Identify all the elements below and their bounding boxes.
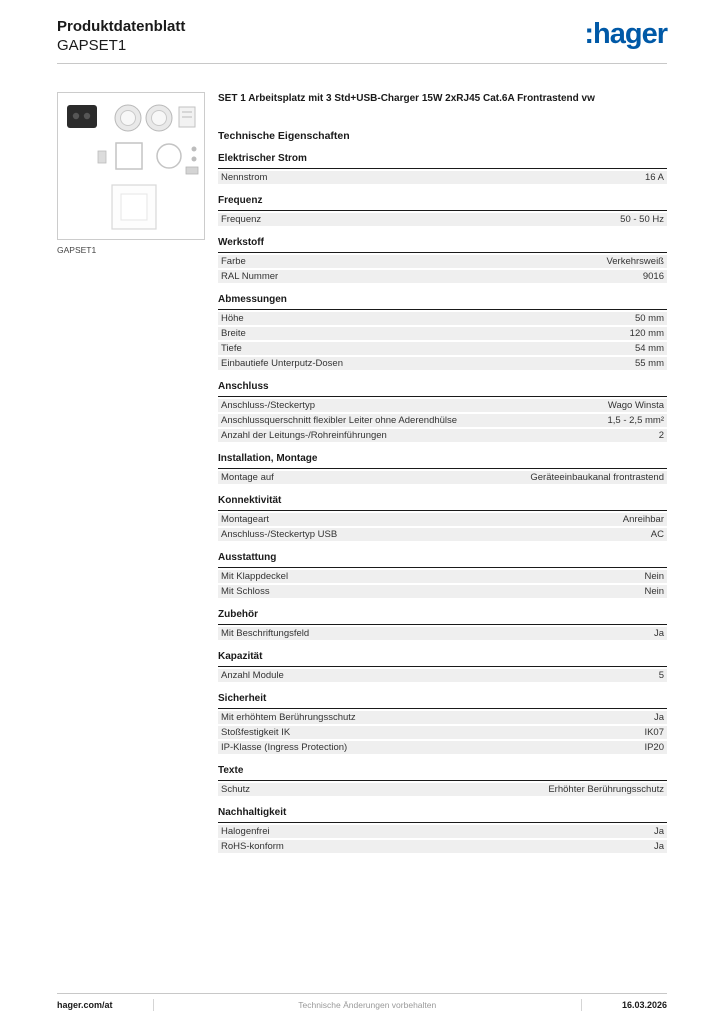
spec-label: Breite <box>221 328 246 339</box>
spec-value: 9016 <box>642 271 664 282</box>
product-image-caption: GAPSET1 <box>57 245 97 255</box>
spec-section <box>218 807 667 853</box>
tech-properties-heading: Technische Eigenschaften <box>218 130 350 142</box>
spec-value: Nein <box>644 571 664 582</box>
section-rows <box>218 171 667 184</box>
spec-sections <box>218 153 667 853</box>
spec-section <box>218 651 667 682</box>
section-title: Installation, Montage <box>218 453 667 469</box>
spec-label: Mit Schloss <box>221 586 270 597</box>
section-rows <box>218 669 667 682</box>
spec-row <box>218 255 667 268</box>
spec-row <box>218 669 667 682</box>
spec-row <box>218 513 667 526</box>
spec-value: Ja <box>653 628 664 639</box>
section-title: Abmessungen <box>218 294 667 310</box>
spec-value: Verkehrsweiß <box>606 256 664 267</box>
spec-row <box>218 627 667 640</box>
spec-value: Nein <box>644 586 664 597</box>
spec-label: Mit Klappdeckel <box>221 571 289 582</box>
spec-row <box>218 327 667 340</box>
spec-label: Anschluss-/Steckertyp USB <box>221 529 338 540</box>
section-title: Kapazität <box>218 651 667 667</box>
spec-row <box>218 528 667 541</box>
spec-value: 16 A <box>644 172 664 183</box>
product-image <box>58 93 204 239</box>
section-title: Werkstoff <box>218 237 667 253</box>
spec-value: Ja <box>653 826 664 837</box>
spec-value: 120 mm <box>629 328 664 339</box>
section-rows <box>218 825 667 853</box>
section-title: Sicherheit <box>218 693 667 709</box>
spec-row <box>218 840 667 853</box>
product-reference: GAPSET1 <box>57 36 127 54</box>
spec-label: Montageart <box>221 514 270 525</box>
spec-content <box>218 93 667 853</box>
spec-section <box>218 495 667 541</box>
section-title: Konnektivität <box>218 495 667 511</box>
spec-row <box>218 726 667 739</box>
footer-divider <box>57 993 667 994</box>
document-type-title: Produktdatenblatt <box>57 18 186 35</box>
spec-section <box>218 453 667 484</box>
spec-row <box>218 270 667 283</box>
spec-row <box>218 711 667 724</box>
spec-value: Anreihbar <box>622 514 664 525</box>
spec-row <box>218 783 667 796</box>
spec-label: Halogenfrei <box>221 826 270 837</box>
spec-label: Anschluss-/Steckertyp <box>221 400 315 411</box>
spec-value: 50 - 50 Hz <box>620 214 664 225</box>
spec-section <box>218 381 667 442</box>
spec-label: RoHS-konform <box>221 841 284 852</box>
spec-value: 2 <box>658 430 664 441</box>
section-title: Elektrischer Strom <box>218 153 667 169</box>
spec-row <box>218 570 667 583</box>
section-rows <box>218 627 667 640</box>
spec-row <box>218 342 667 355</box>
spec-row <box>218 471 667 484</box>
page-footer <box>57 999 667 1011</box>
spec-section <box>218 609 667 640</box>
spec-row <box>218 399 667 412</box>
section-title: Anschluss <box>218 381 667 397</box>
section-title: Texte <box>218 765 667 781</box>
spec-label: Einbautiefe Unterputz-Dosen <box>221 358 343 369</box>
section-title: Ausstattung <box>218 552 667 568</box>
spec-value: Ja <box>653 841 664 852</box>
section-rows <box>218 570 667 598</box>
spec-label: Anzahl der Leitungs-/Rohreinführungen <box>221 430 387 441</box>
spec-row <box>218 312 667 325</box>
spec-label: Stoßfestigkeit IK <box>221 727 291 738</box>
footer-website: hager.com/at <box>57 1000 113 1010</box>
section-rows <box>218 471 667 484</box>
spec-value: 1,5 - 2,5 mm² <box>607 415 664 426</box>
spec-row <box>218 171 667 184</box>
spec-label: RAL Nummer <box>221 271 279 282</box>
section-rows <box>218 783 667 796</box>
spec-row <box>218 825 667 838</box>
section-title: Frequenz <box>218 195 667 211</box>
spec-value: 50 mm <box>634 313 664 324</box>
spec-section <box>218 237 667 283</box>
spec-label: Farbe <box>221 256 246 267</box>
spec-value: IK07 <box>644 727 664 738</box>
spec-section <box>218 693 667 754</box>
spec-value: Erhöhter Berührungsschutz <box>548 784 664 795</box>
spec-value: IP20 <box>644 742 664 753</box>
spec-row <box>218 414 667 427</box>
spec-value: Wago Winsta <box>607 400 664 411</box>
spec-section <box>218 552 667 598</box>
spec-value: 54 mm <box>634 343 664 354</box>
spec-section <box>218 294 667 370</box>
section-rows <box>218 255 667 283</box>
spec-label: Montage auf <box>221 472 274 483</box>
section-rows <box>218 711 667 754</box>
spec-value: 55 mm <box>634 358 664 369</box>
spec-value: 5 <box>658 670 664 681</box>
spec-row <box>218 213 667 226</box>
section-title: Nachhaltigkeit <box>218 807 667 823</box>
spec-section <box>218 765 667 796</box>
product-image-box <box>57 92 205 240</box>
spec-row <box>218 357 667 370</box>
hager-logo: :hager <box>584 18 667 50</box>
spec-value: AC <box>650 529 664 540</box>
spec-value: Ja <box>653 712 664 723</box>
spec-row <box>218 429 667 442</box>
spec-label: Anzahl Module <box>221 670 284 681</box>
section-rows <box>218 513 667 541</box>
header-divider <box>57 63 667 64</box>
section-rows <box>218 312 667 370</box>
spec-label: Mit Beschriftungsfeld <box>221 628 310 639</box>
section-rows <box>218 399 667 442</box>
spec-label: Tiefe <box>221 343 242 354</box>
spec-section <box>218 195 667 226</box>
section-rows <box>218 213 667 226</box>
spec-label: Frequenz <box>221 214 262 225</box>
spec-label: Schutz <box>221 784 251 795</box>
spec-row <box>218 741 667 754</box>
section-title: Zubehör <box>218 609 667 625</box>
footer-disclaimer: Technische Änderungen vorbehalten <box>153 999 582 1011</box>
product-title: SET 1 Arbeitsplatz mit 3 Std+USB-Charger 15W 2xRJ45 Cat.6A Frontrastend vw <box>218 93 595 104</box>
spec-section <box>218 153 667 184</box>
spec-label: Höhe <box>221 313 244 324</box>
spec-label: Mit erhöhtem Berührungsschutz <box>221 712 356 723</box>
spec-label: IP-Klasse (Ingress Protection) <box>221 742 348 753</box>
page-header <box>57 18 667 56</box>
spec-label: Anschlussquerschnitt flexibler Leiter ohne Aderendhülse <box>221 415 458 426</box>
spec-label: Nennstrom <box>221 172 268 183</box>
spec-value: Geräteeinbaukanal frontrastend <box>530 472 664 483</box>
spec-row <box>218 585 667 598</box>
footer-date: 16.03.2026 <box>621 1000 667 1010</box>
